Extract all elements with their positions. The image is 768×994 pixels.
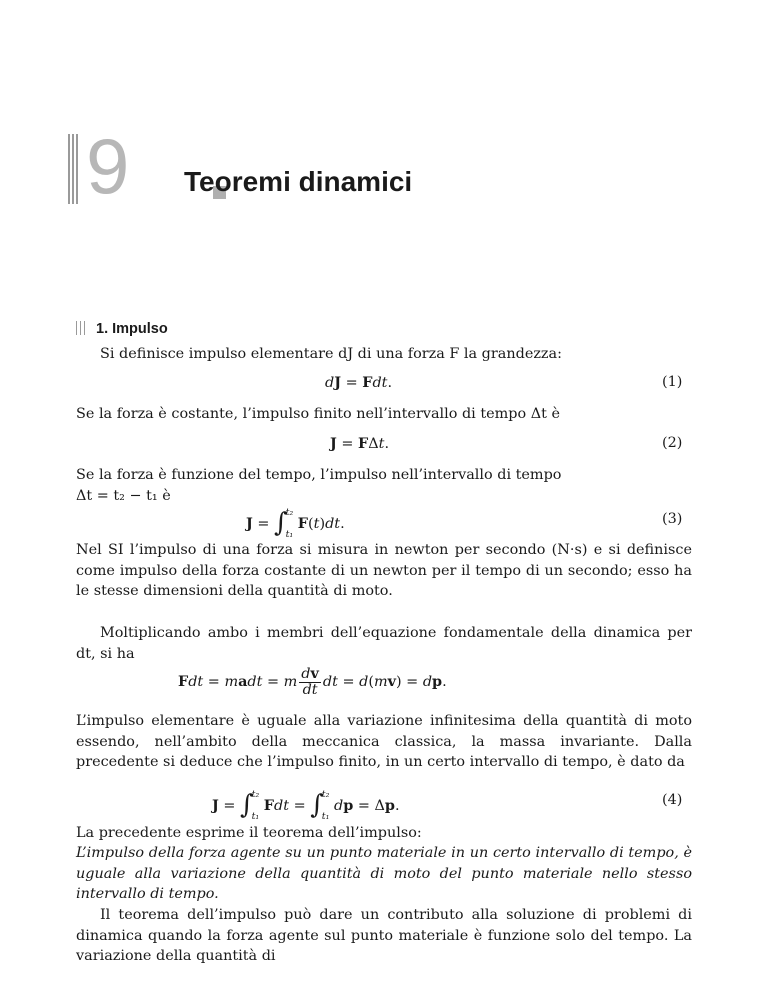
equation-3-number: (3) — [662, 511, 683, 527]
paragraph-9: Il teorema dell’impulso può dare un contributo alla soluzione di problemi di dinamica quando la forza agente sul punto materiale è funzione solo del tempo. La variazione della quantità di — [76, 907, 692, 964]
paragraph-3b: Δt = t₂ − t₁ è — [76, 488, 171, 504]
equation-4: J = ∫ t₂ t₁ Fdt = ∫ t₂ t₁ dp = Δp. — [212, 789, 400, 822]
paragraph-7: La precedente esprime il teorema dell’impulso: — [76, 825, 422, 841]
paragraph-5: Moltiplicando ambo i membri dell’equazione fondamentale della dinamica per dt, si ha — [76, 625, 692, 662]
equation-1: dJ = Fdt. — [325, 374, 393, 391]
chapter-number: 9 — [86, 122, 128, 210]
paragraph-3a: Se la forza è funzione del tempo, l’impulso nell’intervallo di tempo — [76, 467, 562, 483]
paragraph-4: Nel SI l’impulso di una forza si misura in newton per secondo (N·s) e si definisce come impulso della forza costante di un newton per il tempo di un secondo; esso ha le stesse dimensioni della quantità di moto. — [76, 542, 692, 599]
chapter-title: Teoremi dinamici — [184, 166, 413, 197]
equation-1-number: (1) — [662, 374, 683, 390]
equation-momentum: Fdt = madt = m $\frac{dv}{dt}$ dt = d(mv) = dp. — [178, 665, 447, 698]
paragraph-2: Se la forza è costante, l’impulso finito nell’intervallo di tempo Δt è — [76, 406, 561, 422]
paragraph-1: Si definisce impulso elementare dJ di una forza F la grandezza: — [100, 346, 562, 362]
section-bars-decoration — [74, 321, 92, 335]
equation-2-number: (2) — [662, 435, 683, 451]
theorem-statement: L’impulso della forza agente su un punto materiale in un certo intervallo di tempo, è uguale alla variazione della quantità di moto del punto materiale nello stesso intervallo di tempo. — [76, 845, 692, 902]
section-number: 1. — [96, 321, 109, 337]
equation-4-number: (4) — [662, 792, 683, 808]
equation-3: J = ∫ t₂ t₁ F(t)dt. — [246, 507, 345, 540]
section-heading — [74, 321, 168, 337]
equation-2: J = FΔt. — [330, 435, 390, 452]
section-title: Impulso — [112, 321, 168, 337]
chapter-bars-decoration — [66, 134, 86, 204]
paragraph-6: L’impulso elementare è uguale alla variazione infinitesima della quantità di moto essendo, nell’ambito della meccanica classica, la massa invariante. Dalla precedente si deduce che l’impulso finito, in un certo intervallo di tempo, è dato da — [76, 713, 692, 770]
